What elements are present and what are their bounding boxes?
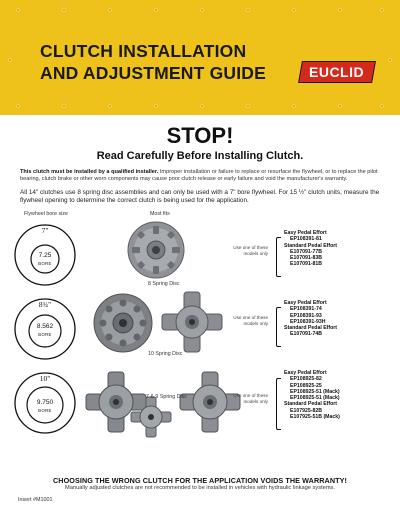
warranty-warning: CHOOSING THE WRONG CLUTCH FOR THE APPLICATION VOIDS THE WARRANTY! — [53, 476, 347, 485]
group-heading: Easy Pedal Effort — [284, 300, 327, 306]
stop-heading: STOP! — [166, 123, 234, 148]
rivet-icon — [8, 58, 12, 62]
part-number: EP108925-51 (Mack) — [290, 395, 340, 402]
use-one-note: Use one of these models only — [233, 393, 268, 404]
bore-value: 8.562 — [36, 323, 54, 330]
rivet-icon — [154, 104, 158, 108]
bore-label — [25, 252, 65, 267]
part-number: E107925-51B (Mack) — [290, 414, 340, 421]
flywheel-size-label: 8¾" — [38, 300, 52, 309]
rivet-icon — [380, 104, 384, 108]
part-number: E107925-82B — [290, 407, 323, 414]
insert-code: Insert #M1001 — [18, 497, 53, 503]
part-number: EP108925-82 — [290, 376, 322, 383]
group-heading: Standard Pedal Effort — [284, 325, 338, 332]
hydraulic-note: Manually adjusted clutches are not recommended to be installed in vehicles with hydraulic linkage systems. — [65, 485, 335, 491]
rivet-icon — [292, 8, 296, 12]
part-number: EP108391-74 — [290, 306, 322, 313]
most-fits-label: Most fits — [150, 211, 170, 217]
disc-label: 7 & 9 Spring Disc — [146, 394, 187, 400]
rivet-icon — [62, 104, 66, 108]
clutch-disc-8-spring-image — [126, 220, 186, 280]
use-one-note: Use one of these models only — [233, 245, 268, 256]
guide-title — [40, 40, 266, 84]
flywheel-size-label: 7" — [41, 226, 49, 235]
rivet-icon — [338, 104, 342, 108]
logo-text: EUCLID — [309, 64, 365, 80]
clutch-disc-small-image — [130, 396, 172, 438]
guide-title-line2: AND ADJUSTMENT GUIDE — [40, 63, 266, 83]
header-banner — [0, 0, 400, 115]
part-number: EP108391-93H — [290, 318, 326, 325]
bore-value: 7.25 — [38, 252, 52, 259]
group-heading: Easy Pedal Effort — [284, 230, 327, 236]
rivet-icon — [380, 8, 384, 12]
rivet-icon — [388, 58, 392, 62]
rivet-icon — [200, 104, 204, 108]
part-number: E107091-77B — [290, 248, 323, 255]
group-heading: Easy Pedal Effort — [284, 370, 327, 376]
subtitle: Read Carefully Before Installing Clutch. — [96, 150, 304, 162]
intro-lead: This clutch must be installed by a qualified installer. — [20, 169, 159, 175]
rivet-icon — [108, 104, 112, 108]
rivet-icon — [16, 104, 20, 108]
part-number: EP108391-93 — [290, 312, 322, 319]
bore-label — [25, 323, 65, 338]
bore-word: BORE — [38, 407, 52, 413]
rivet-icon — [108, 8, 112, 12]
rivet-icon — [16, 8, 20, 12]
clutch-disc-10-spring-a-image — [92, 292, 154, 354]
bore-label — [25, 399, 65, 414]
bracket — [276, 378, 281, 430]
rivet-icon — [246, 104, 250, 108]
rivet-icon — [200, 8, 204, 12]
part-number: EP108925-51 (Mack) — [290, 388, 340, 395]
intro-body: Improper installation or failure to replace or resurface the flywheel, or to replace the pilot bearing, clutch brake or other worn components may cause poor clutch release or early failure and void the manufacturer's warranty. — [20, 169, 378, 182]
flywheel-size-label: 10" — [39, 374, 51, 383]
part-number-list — [284, 370, 340, 420]
rivet-icon — [154, 8, 158, 12]
group-heading: Standard Pedal Effort — [284, 242, 338, 249]
part-number: E107091-74B — [290, 331, 323, 338]
rivet-icon — [62, 8, 66, 12]
use-one-note: Use one of these models only — [233, 315, 268, 326]
notice-paragraph: All 14" clutches use 8 spring disc assemblies and can only be used with a 7" bore flywheel. For 15 ½" clutch units, measure the flywheel opening to determine the correct clutch is being used for the application. — [20, 189, 380, 204]
bracket — [276, 237, 281, 277]
rivet-icon — [338, 8, 342, 12]
rivet-icon — [246, 8, 250, 12]
rivet-icon — [292, 104, 296, 108]
part-number: EP108391-81 — [290, 236, 322, 243]
intro-paragraph — [20, 169, 384, 183]
part-number: EP108925-25 — [290, 382, 322, 389]
disc-label: 8 Spring Disc — [148, 281, 180, 287]
part-number: E107091-83B — [290, 255, 323, 262]
part-number-list — [284, 300, 337, 338]
clutch-disc-10-spring-b-image — [160, 290, 224, 354]
part-number-list — [284, 230, 337, 268]
bore-value: 9.750 — [36, 399, 54, 406]
disc-label: 10 Spring Disc — [148, 351, 183, 357]
euclid-logo — [298, 61, 376, 83]
guide-title-line1: CLUTCH INSTALLATION — [40, 41, 247, 61]
flywheel-bore-size-label: Flywheel bore size — [24, 211, 68, 217]
bore-word: BORE — [38, 331, 52, 337]
group-heading: Standard Pedal Effort — [284, 401, 338, 408]
bore-word: BORE — [38, 260, 52, 266]
bracket — [276, 307, 281, 347]
part-number: E107091-81B — [290, 261, 323, 268]
